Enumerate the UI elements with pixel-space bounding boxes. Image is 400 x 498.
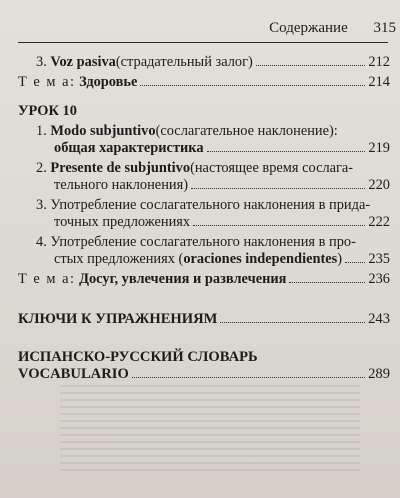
table-of-contents <box>18 54 390 383</box>
entry-number: 3. <box>36 54 47 70</box>
leader-dots <box>289 282 365 283</box>
entry-term: Modo subjuntivo <box>50 123 156 139</box>
toc-entry-modo-subjuntivo[interactable] <box>18 123 390 157</box>
entry-page: 236 <box>368 271 390 287</box>
entry-number: 2. <box>36 160 47 176</box>
leader-dots <box>132 377 365 378</box>
entry-desc: (сослагательное наклонение): <box>155 123 338 139</box>
running-header <box>18 20 396 37</box>
keys-title: КЛЮЧИ К УПРАЖНЕНИЯМ <box>18 311 218 327</box>
header-rule <box>18 42 388 43</box>
entry-term: oraciones independientes <box>183 251 338 267</box>
entry-desc: (настоящее время сослага- <box>190 160 354 176</box>
entry-page: 214 <box>368 74 390 90</box>
theme-label: Т е м а: <box>18 271 76 287</box>
lesson-heading: УРОК 10 <box>18 103 77 119</box>
entry-term: Presente de subjuntivo <box>50 160 191 176</box>
leader-dots <box>191 188 365 189</box>
entry-number: 3. <box>36 197 47 213</box>
entry-desc: (страдательный залог) <box>115 54 253 70</box>
entry-desc: Употребление сослагательного наклонения в прида- <box>50 197 371 213</box>
toc-entry-presente-subjuntivo[interactable] <box>18 160 390 194</box>
toc-entry-theme-leisure[interactable] <box>18 271 390 288</box>
theme-text: Здоровье <box>79 74 138 90</box>
toc-entry-answer-keys[interactable] <box>18 311 390 328</box>
entry-desc-cont: тельного наклонения) <box>54 177 189 193</box>
header-page-number: 315 <box>373 20 396 36</box>
theme-label: Т е м а: <box>18 74 76 90</box>
entry-number: 4. <box>36 234 47 250</box>
leader-dots <box>220 322 365 323</box>
entry-desc-cont: точных предложениях <box>54 214 191 230</box>
entry-page: 243 <box>368 311 390 327</box>
entry-page: 219 <box>368 140 390 156</box>
entry-page: 220 <box>368 177 390 193</box>
toc-entry-subordinate-clauses[interactable] <box>18 197 390 231</box>
entry-desc-bold: общая характеристика <box>54 140 204 156</box>
entry-desc-end: ) <box>337 251 343 267</box>
dictionary-subtitle: VOCABULARIO <box>18 366 129 382</box>
dictionary-title: ИСПАНСКО-РУССКИЙ СЛОВАРЬ <box>18 349 258 365</box>
header-title: Содержание <box>269 20 348 36</box>
toc-entry-simple-sentences[interactable] <box>18 234 390 268</box>
toc-entry-theme-health[interactable] <box>18 74 390 91</box>
theme-text: Досуг, увлечения и развлечения <box>79 271 287 287</box>
leader-dots <box>193 225 365 226</box>
toc-entry-voz-pasiva[interactable] <box>18 54 390 71</box>
entry-term: Voz pasiva <box>50 54 116 70</box>
entry-page: 222 <box>368 214 390 230</box>
entry-number: 1. <box>36 123 47 139</box>
leader-dots <box>207 151 365 152</box>
leader-dots <box>140 85 365 86</box>
leader-dots <box>256 65 365 66</box>
entry-desc-cont: стых предложениях ( <box>54 251 184 267</box>
entry-page: 235 <box>368 251 390 267</box>
bleed-through-text <box>60 385 360 475</box>
entry-page: 212 <box>368 54 390 70</box>
toc-entry-dictionary[interactable] <box>18 349 390 383</box>
entry-desc: Употребление сослагательного наклонения в про- <box>50 234 356 250</box>
leader-dots <box>345 262 365 263</box>
entry-page: 289 <box>368 366 390 382</box>
